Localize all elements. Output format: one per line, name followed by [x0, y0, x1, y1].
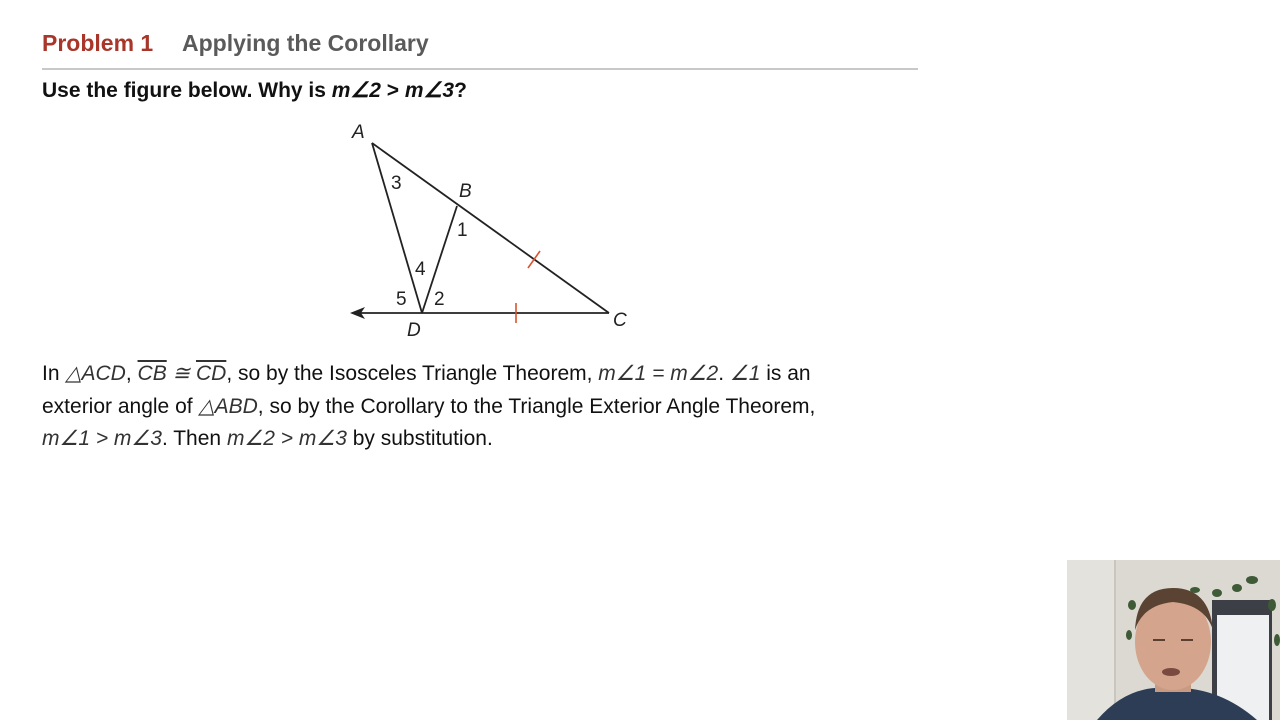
- text: ,: [125, 362, 138, 385]
- segment-ac: [372, 143, 609, 313]
- angle-label-4: 4: [415, 259, 426, 280]
- inequality-2-3: m∠2 > m∠3: [226, 427, 347, 450]
- text: . Then: [161, 427, 227, 450]
- segment-cd: $\overline{CD}$: [195, 362, 227, 385]
- problem-number: Problem 1: [42, 30, 154, 56]
- ray-arrow-icon: [350, 307, 365, 319]
- equation-angles-1-2: m∠1 = m∠2: [598, 362, 719, 385]
- text: is an: [760, 362, 811, 385]
- explanation-line-3: [42, 423, 942, 456]
- segment-ad: [372, 143, 422, 313]
- inequality-1-3: m∠1 > m∠3: [42, 427, 162, 450]
- text: , so by the Corollary to the Triangle Exterior Angle Theorem,: [257, 394, 816, 418]
- text: In: [42, 362, 66, 385]
- point-label-d: D: [407, 320, 421, 341]
- problem-header: [42, 28, 918, 70]
- triangle-acd: △ACD: [65, 362, 126, 385]
- tick-cb: [528, 251, 540, 268]
- text: , so by the Isosceles Triangle Theorem,: [226, 362, 599, 385]
- text: exterior angle of: [42, 394, 199, 418]
- angle-label-5: 5: [396, 289, 407, 310]
- question-math-left: m∠2: [331, 79, 381, 102]
- angle-label-1: 1: [457, 220, 468, 241]
- figure-lines: [356, 143, 609, 313]
- triangle-abd: △ABD: [198, 394, 258, 418]
- point-label-a: A: [352, 122, 365, 143]
- point-label-c: C: [613, 310, 627, 331]
- presenter-webcam: [1067, 560, 1280, 720]
- angle-1: ∠1: [729, 362, 761, 385]
- point-label-b: B: [459, 181, 472, 202]
- question-math-right: m∠3: [404, 79, 455, 102]
- congruent-symbol: ≅: [166, 362, 196, 385]
- angle-label-2: 2: [434, 289, 445, 310]
- presenter-video-icon: [1067, 560, 1280, 720]
- question-operator: >: [380, 79, 405, 102]
- text: by substitution.: [346, 427, 493, 450]
- question-prefix: Use the figure below. Why is: [42, 79, 332, 102]
- explanation-line-1: [42, 358, 942, 391]
- segment-bd: [422, 206, 457, 313]
- explanation-text: [42, 358, 942, 456]
- text: .: [718, 362, 730, 385]
- angle-label-3: 3: [391, 173, 402, 194]
- question-suffix: ?: [454, 79, 467, 102]
- congruence-ticks: [516, 251, 540, 323]
- question-prompt: [42, 78, 467, 103]
- problem-title: Applying the Corollary: [182, 30, 429, 56]
- explanation-line-2: [42, 391, 942, 424]
- segment-cb: $\overline{CB}$: [137, 362, 167, 385]
